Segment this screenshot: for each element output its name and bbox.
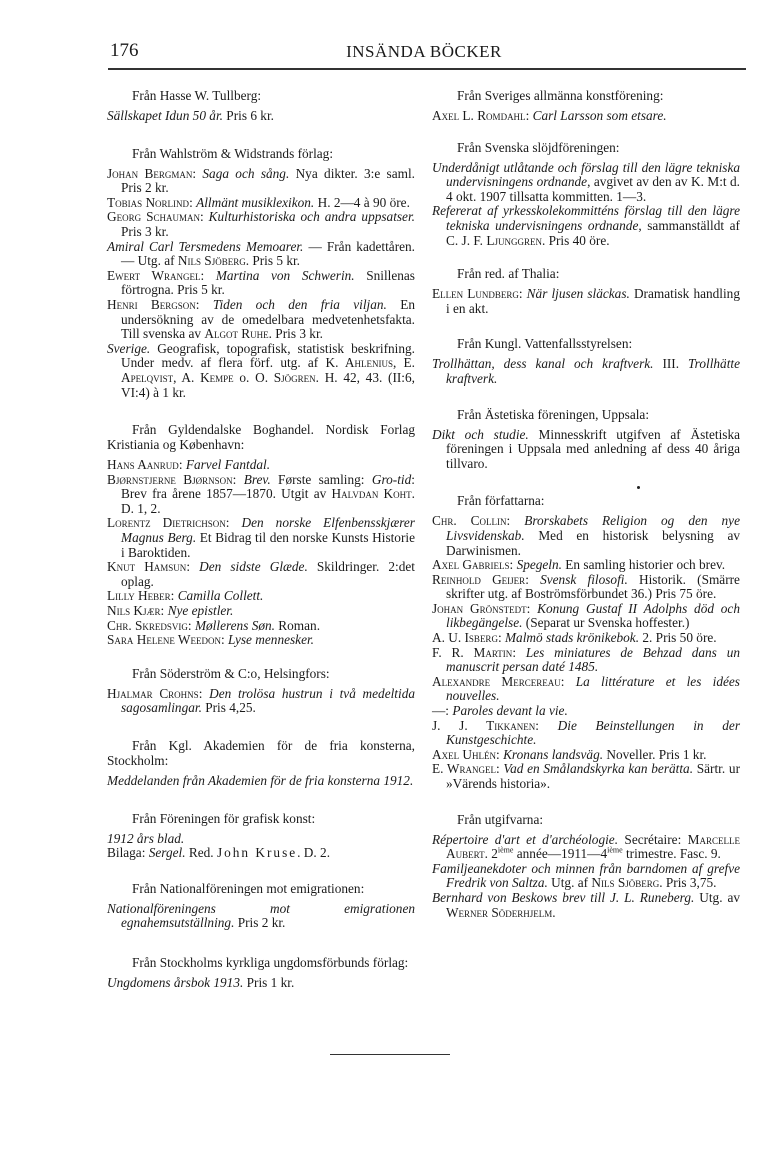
book-title: Konung Gustaf II Adolphs död och likbegängelse. bbox=[446, 600, 740, 631]
book-title: Lyse mennesker. bbox=[227, 632, 314, 648]
entry-text: : bbox=[186, 559, 200, 575]
entry-text: trimestre. Fasc. 9. bbox=[622, 846, 721, 862]
entry-text: (Separat ur Svenska hoffester.) bbox=[522, 615, 690, 631]
book-entry bbox=[107, 240, 415, 269]
book-title: Gro-tid bbox=[371, 471, 412, 487]
book-title: Møllerens Søn. bbox=[194, 617, 275, 633]
author-name: Knut Hamsun bbox=[107, 559, 187, 575]
author-name: Lorentz Dietrichson bbox=[107, 515, 226, 531]
entry-text: : bbox=[160, 603, 168, 619]
entry-text: Geografisk, topografisk, statistisk beskrifning. Under medv. af flera förf. utg. af bbox=[121, 340, 415, 371]
publisher-heading: Från Kgl. Akademien för de fria konsterna, Stockholm: bbox=[107, 738, 415, 768]
author-name: Hjalmar Crohns bbox=[107, 685, 199, 701]
book-title: Den trolösa hustrun i två medeltida sagosamlingar. bbox=[121, 685, 415, 716]
book-title: Dikt och studie. bbox=[432, 426, 529, 442]
author-name: Lilly Heber bbox=[107, 588, 171, 604]
entry-text: Utg. av bbox=[694, 889, 740, 905]
entry-text: : bbox=[232, 471, 244, 487]
book-entry bbox=[432, 357, 740, 386]
publisher-heading: Från Svenska slöjdföreningen: bbox=[457, 139, 620, 155]
book-title: Brev. bbox=[243, 471, 271, 487]
author-name: Axel L. Romdahl bbox=[432, 108, 526, 123]
book-entry bbox=[432, 891, 740, 920]
publisher-heading: Från Nationalföreningen mot emigrationen: bbox=[132, 880, 365, 896]
author-name: Georg Schauman bbox=[107, 209, 200, 225]
book-entry bbox=[432, 675, 740, 704]
publisher-heading: Från Kungl. Vattenfallsstyrelsen: bbox=[457, 336, 633, 352]
end-rule bbox=[330, 1054, 450, 1055]
book-entry bbox=[432, 287, 740, 316]
entry-text: . H. 42, 43. (II:6, VI:4) à 1 kr. bbox=[121, 369, 415, 400]
book-entry bbox=[107, 210, 415, 239]
entry-text: Pris 6 kr. bbox=[222, 108, 274, 123]
book-entry bbox=[432, 109, 740, 124]
entry-text: : bbox=[178, 457, 186, 473]
publisher-section bbox=[107, 146, 415, 401]
entry-text: : bbox=[535, 717, 558, 733]
publisher-section bbox=[107, 811, 415, 861]
page-number: 176 bbox=[110, 40, 139, 61]
publisher-section bbox=[107, 738, 415, 789]
author-name: A. U. Isberg bbox=[432, 630, 498, 646]
entry-text: . Pris 5 kr. bbox=[245, 253, 301, 269]
book-entry bbox=[107, 687, 415, 716]
entry-text: . bbox=[552, 904, 556, 920]
publisher-section bbox=[432, 493, 740, 791]
book-entry bbox=[107, 633, 415, 648]
author-name: Halvdan Koht bbox=[331, 486, 412, 502]
author-name: J. J. Tikkanen bbox=[432, 717, 536, 733]
entry-text: III. bbox=[653, 356, 689, 372]
publisher-heading: Från Ästetiska föreningen, Uppsala: bbox=[457, 406, 650, 422]
author-name: Axel Uhlén bbox=[432, 746, 497, 762]
book-title: Sergel. bbox=[148, 845, 186, 861]
author-name: O. Sjögren bbox=[255, 369, 316, 385]
entry-text: : bbox=[525, 571, 541, 587]
book-title: Den norske Elfenbensskjærer Magnus Berg. bbox=[121, 515, 415, 546]
entry-text: : bbox=[496, 746, 504, 762]
entry-text: : bbox=[518, 286, 527, 302]
book-entry bbox=[107, 902, 415, 931]
book-title: Vad en Smålandskyrka kan berätta. bbox=[503, 761, 694, 777]
book-entry bbox=[432, 558, 740, 573]
entry-text: Skildringer. 2:det oplag. bbox=[121, 559, 415, 589]
book-title: Nye epistler. bbox=[167, 603, 234, 619]
author-name: Sara Helene Weedon bbox=[107, 632, 221, 648]
entry-text: H. 2—4 à 90 öre. bbox=[314, 194, 410, 210]
author-name: Johan Grönstedt bbox=[432, 600, 527, 616]
author-name: Hans Aanrud bbox=[107, 457, 179, 473]
author-name: Nils Kjær bbox=[107, 603, 161, 619]
entry-text: : bbox=[199, 209, 209, 225]
entry-text: John Kruse bbox=[216, 845, 298, 861]
book-title: La littérature et les idées nouvelles. bbox=[446, 673, 740, 704]
entry-text: Pris 4,25. bbox=[201, 700, 256, 716]
entry-text: . Pris 40 öre. bbox=[541, 232, 610, 248]
entry-text: année—1911—4 bbox=[513, 846, 608, 862]
entry-text: o. bbox=[233, 369, 256, 385]
author-name: Ellen Lundberg bbox=[432, 286, 519, 302]
entry-text: Red. bbox=[185, 845, 217, 861]
publisher-section bbox=[432, 140, 740, 249]
book-title: Underdånigt utlåtande och förslag till den lägre tekniska undervisningens ordnande bbox=[432, 159, 740, 190]
entry-text: ième bbox=[607, 845, 623, 855]
entry-text: Dramatisk handling i en akt. bbox=[446, 286, 740, 316]
book-title: Brorskabets Religion og den nye Livsvidenskab. bbox=[446, 513, 740, 543]
author-name: Ewert Wrangel bbox=[107, 267, 201, 283]
book-title: När ljusen släckas. bbox=[526, 286, 630, 302]
book-entry bbox=[432, 573, 740, 602]
entry-text: Noveller. Pris 1 kr. bbox=[603, 746, 707, 762]
header-rule bbox=[108, 68, 746, 70]
book-entry bbox=[107, 109, 415, 124]
book-title: Den sidste Glæde. bbox=[199, 559, 308, 575]
entry-text: Første samling: bbox=[270, 471, 372, 487]
entry-text: . Pris 3 kr. bbox=[268, 326, 323, 342]
author-name: Chr. Collin bbox=[432, 513, 507, 529]
book-entry bbox=[107, 560, 415, 589]
publisher-section bbox=[107, 666, 415, 716]
author-name: Marcelle Aubert bbox=[446, 831, 740, 862]
book-entry bbox=[432, 631, 740, 646]
book-entry bbox=[432, 762, 740, 791]
book-entry bbox=[432, 161, 740, 205]
publisher-heading: Från Söderström & C:o, Helsingfors: bbox=[132, 665, 330, 681]
publisher-section bbox=[107, 881, 415, 931]
entry-text: Pris 3 kr. bbox=[121, 223, 169, 239]
book-entry bbox=[107, 589, 415, 604]
book-entry bbox=[107, 516, 415, 560]
publisher-section bbox=[432, 266, 740, 316]
book-entry bbox=[107, 298, 415, 342]
author-name: K. Ahlenius, E. Apelqvist, A. Kempe bbox=[121, 355, 415, 385]
entry-text: Minnesskrift utgifven af Ästetiska föreningen i Uppsala med anledning af dess 40 åriga tillvaro. bbox=[446, 426, 741, 471]
entry-text: : bbox=[509, 557, 517, 573]
entry-text: : bbox=[497, 630, 505, 646]
publisher-heading: Från Gyldendalske Boghandel. Nordisk Forlag Kristiania og København: bbox=[107, 422, 415, 453]
book-entry bbox=[432, 602, 740, 631]
book-title: Die Beinstellungen in der Kunstgeschichte. bbox=[446, 717, 740, 748]
book-title: Paroles devant la vie. bbox=[452, 703, 568, 719]
book-title: Les miniatures de Behzad dans un manuscrit persan daté 1485. bbox=[446, 644, 740, 675]
book-title: Kronans landsväg. bbox=[503, 746, 604, 762]
author-name: E. Wrangel bbox=[432, 761, 496, 777]
book-title: Ungdomens årsbok 1913. bbox=[107, 974, 244, 990]
author-name: Chr. Skredsvig bbox=[107, 617, 188, 633]
book-title: Trollhätte kraftverk. bbox=[446, 356, 740, 386]
right-column bbox=[432, 88, 740, 920]
entry-text: Pris 2 kr. bbox=[234, 915, 286, 931]
entry-text: : bbox=[200, 267, 216, 283]
entry-text: Utg. af bbox=[547, 875, 592, 891]
book-entry bbox=[432, 704, 740, 719]
entry-text: Historik. (Smärre skrifter utg. af Boströmsförbundet 36.) Pris 75 öre. bbox=[446, 571, 740, 602]
entry-text: . Pris 3,75. bbox=[659, 875, 717, 891]
book-title: Spegeln. bbox=[516, 557, 562, 573]
entry-text: En undersökning av de omedelbara medvetenhetsfakta. Till svenska av bbox=[121, 296, 415, 342]
book-entry bbox=[432, 428, 740, 472]
entry-text: . D. 2. bbox=[297, 845, 331, 861]
entry-text: Särtr. ur »Värends historia». bbox=[446, 761, 740, 791]
book-entry bbox=[432, 833, 740, 862]
entry-text: Secrétaire: bbox=[618, 831, 688, 847]
book-entry bbox=[107, 167, 415, 196]
author-name: F. R. Martin bbox=[432, 644, 513, 660]
left-column bbox=[107, 88, 415, 991]
entry-text: : bbox=[495, 761, 504, 777]
entry-text: : bbox=[560, 673, 576, 689]
book-title: Familjeanekdoter och minnen från barndomen af grefve Fredrik von Saltza. bbox=[432, 860, 740, 891]
entry-text: : bbox=[170, 588, 178, 604]
book-title: Répertoire d'art et d'archéologie. bbox=[432, 831, 619, 847]
author-name: Axel Gabriels bbox=[432, 557, 510, 573]
book-title: Sverige. bbox=[107, 340, 151, 356]
book-entry bbox=[107, 473, 415, 517]
book-title: Saga och sång. bbox=[202, 165, 290, 181]
entry-text: : bbox=[526, 600, 538, 616]
entry-text: Pris 1 kr. bbox=[243, 974, 295, 990]
entry-text: : bbox=[525, 108, 533, 123]
book-entry bbox=[432, 204, 740, 248]
entry-text: : bbox=[189, 194, 197, 210]
publisher-heading: Från Sveriges allmänna konstförening: bbox=[457, 88, 664, 103]
book-title: Trollhättan, dess kanal och kraftverk. bbox=[432, 356, 654, 372]
entry-text: Snillenas förtrogna. Pris 5 kr. bbox=[121, 267, 415, 298]
book-title: Amiral Carl Tersmedens Memoarer. bbox=[107, 238, 304, 254]
publisher-section bbox=[432, 407, 740, 472]
entry-text: —: bbox=[432, 703, 453, 719]
author-name: Johan Bergman bbox=[107, 165, 193, 181]
book-title: Tiden och den fria viljan. bbox=[212, 296, 387, 312]
book-title: Martina von Schwerin. bbox=[215, 267, 355, 283]
entry-text: : Brev fra årene 1857—1870. Utgit av bbox=[121, 471, 415, 502]
entry-text: — Från kadettåren. — Utg. af bbox=[121, 238, 415, 269]
entry-text: En samling historier och brev. bbox=[561, 557, 726, 573]
publisher-section bbox=[432, 88, 740, 124]
entry-text: . 2 bbox=[484, 846, 498, 862]
publisher-heading: Från Wahlström & Widstrands förlag: bbox=[132, 145, 334, 161]
entry-text: : bbox=[220, 632, 228, 648]
author-name: Algot Ruhe bbox=[204, 326, 269, 342]
book-entry bbox=[432, 748, 740, 763]
publisher-heading: Från författarna: bbox=[457, 493, 545, 509]
book-title: Kulturhistoriska och andra uppsatser. bbox=[208, 209, 415, 225]
author-name: Henri Bergson bbox=[107, 296, 196, 312]
entry-text: : bbox=[195, 296, 213, 312]
book-title: Svensk filosofi. bbox=[540, 571, 628, 587]
publisher-heading: Från Hasse W. Tullberg: bbox=[132, 88, 262, 103]
entry-text: Bilaga: bbox=[107, 845, 149, 861]
decorative-dot bbox=[637, 486, 640, 489]
book-entry bbox=[107, 269, 415, 298]
entry-text: : bbox=[506, 513, 525, 529]
book-entry bbox=[107, 342, 415, 400]
book-entry bbox=[107, 458, 415, 473]
entry-text: 2. Pris 50 öre. bbox=[639, 630, 717, 646]
entry-text: : bbox=[198, 685, 210, 701]
publisher-section bbox=[107, 422, 415, 648]
book-title: Bernhard von Beskows brev till J. L. Runeberg. bbox=[432, 889, 695, 905]
entry-text: Roman. bbox=[274, 617, 321, 633]
book-title: Refererat af yrkesskolekommitténs förslag till den lägre tekniska undervisningens ordnande bbox=[432, 203, 740, 233]
book-entry bbox=[432, 719, 740, 748]
entry-text: : bbox=[225, 515, 242, 531]
entry-text: : bbox=[192, 165, 203, 181]
book-title: Farvel Fantdal. bbox=[185, 457, 271, 473]
entry-text: Et Bidrag til den norske Kunsts Historie i Baroktiden. bbox=[121, 530, 415, 560]
entry-text: : bbox=[187, 617, 195, 633]
book-entry bbox=[107, 604, 415, 619]
book-title: 1912 års blad. bbox=[107, 830, 185, 846]
book-entry bbox=[107, 976, 415, 991]
entry-text: . D. 1, 2. bbox=[121, 486, 415, 516]
author-name: Nils Sjöberg bbox=[177, 253, 246, 269]
book-title: Nationalföreningens mot emigrationen egnahemsutställning. bbox=[107, 900, 415, 931]
publisher-section bbox=[432, 812, 740, 921]
book-entry bbox=[432, 514, 740, 558]
author-name: Bjørnstjerne Bjørnson bbox=[107, 471, 233, 487]
book-title: Malmö stads krönikebok. bbox=[504, 630, 640, 646]
book-entry bbox=[432, 862, 740, 891]
entry-text: Med en historisk belysning av Darwinismen. bbox=[446, 527, 740, 558]
author-name: Werner Söderhjelm bbox=[446, 904, 553, 920]
entry-text: , avgivet av den av K. M:t d. 4 okt. 1907 tillsatta kommitten. 1—3. bbox=[446, 174, 740, 204]
running-title: INSÄNDA BÖCKER bbox=[346, 42, 502, 61]
publisher-heading: Från Stockholms kyrkliga ungdomsförbunds förlag: bbox=[132, 954, 409, 970]
entry-text: : bbox=[512, 644, 526, 660]
book-title: Camilla Collett. bbox=[177, 588, 264, 604]
book-title: Carl Larsson som etsare. bbox=[532, 108, 667, 123]
entry-text: Nya dikter. 3:e saml. Pris 2 kr. bbox=[121, 165, 415, 196]
author-name: Alexandre Mercereau bbox=[432, 673, 561, 689]
publisher-heading: Från Föreningen för grafisk konst: bbox=[132, 810, 316, 826]
book-entry bbox=[107, 846, 415, 861]
entry-text: , sammanställdt af C. J. F. bbox=[446, 217, 740, 248]
publisher-section bbox=[432, 336, 740, 386]
publisher-heading: Från utgifvarna: bbox=[457, 811, 544, 827]
book-title: Allmänt musiklexikon. bbox=[196, 194, 315, 210]
book-title: Sällskapet Idun 50 år. bbox=[107, 108, 223, 123]
author-name: Tobias Norlind bbox=[107, 194, 190, 210]
publisher-section bbox=[107, 955, 415, 991]
book-entry bbox=[107, 832, 415, 847]
publisher-section bbox=[107, 88, 415, 124]
author-name: Ljunggren bbox=[486, 232, 542, 248]
entry-text: ième bbox=[497, 845, 514, 855]
book-entry bbox=[432, 646, 740, 675]
book-entry bbox=[107, 774, 415, 789]
book-entry bbox=[107, 619, 415, 634]
book-entry bbox=[107, 196, 415, 211]
book-title: Meddelanden från Akademien för de fria konsterna 1912. bbox=[107, 773, 414, 788]
publisher-heading: Från red. af Thalia: bbox=[457, 266, 560, 282]
author-name: Nils Sjöberg bbox=[591, 875, 660, 891]
author-name: Reinhold Geijer bbox=[432, 571, 526, 587]
